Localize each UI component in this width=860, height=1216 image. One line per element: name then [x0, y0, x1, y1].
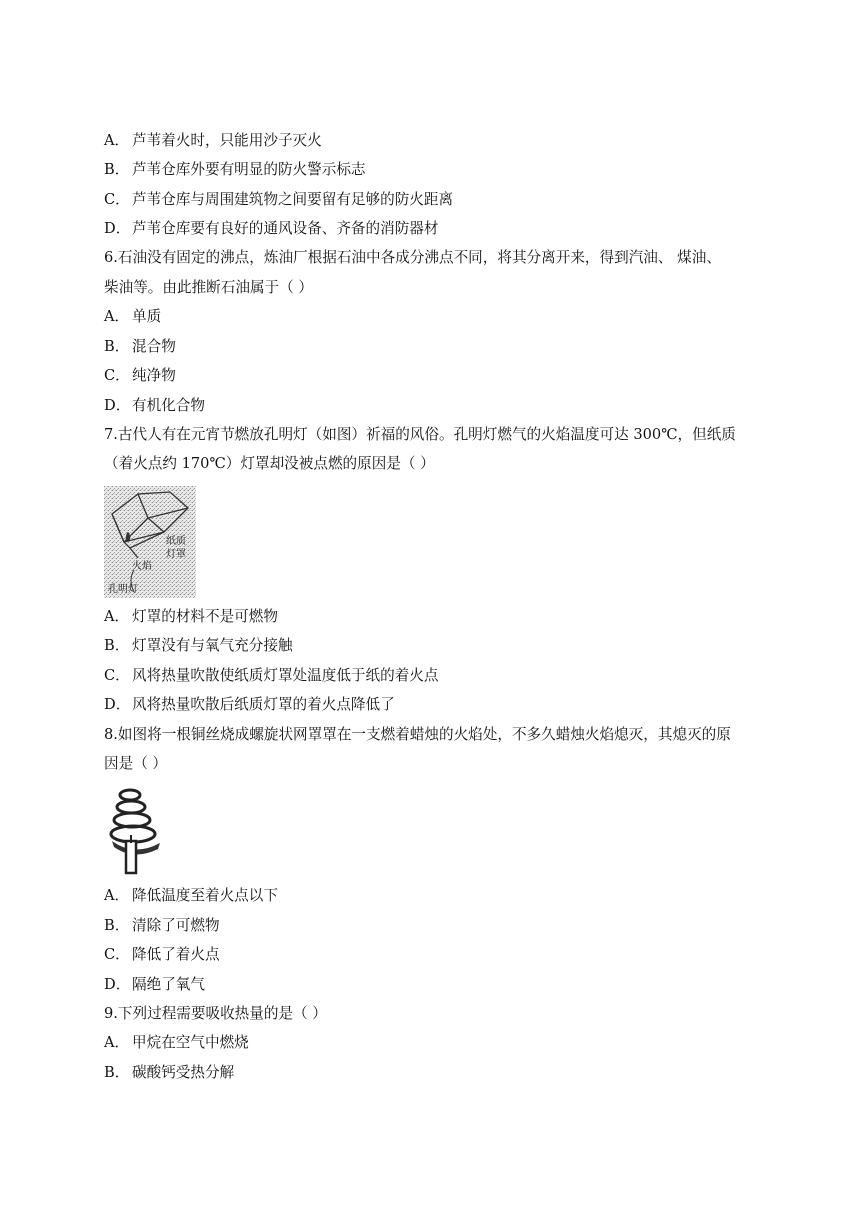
q6-option-c: C． 纯净物	[104, 367, 176, 384]
label-flame: 火焰	[132, 561, 152, 572]
q9-option-b: B． 碳酸钙受热分解	[104, 1064, 235, 1081]
label-paper-2: 灯罩	[166, 549, 186, 560]
q8-option-c: C． 降低了着火点	[104, 946, 220, 963]
q5-option-a: A． 芦苇着火时，只能用沙子灭火	[104, 132, 322, 149]
kongming-lantern-figure	[104, 486, 196, 598]
q7-option-a: A． 灯罩的材料不是可燃物	[104, 608, 278, 625]
q7-option-d: D． 风将热量吹散后纸质灯罩的着火点降低了	[104, 696, 395, 713]
copper-coil-candle-illustration	[104, 785, 164, 875]
q8-option-d: D． 隔绝了氧气	[104, 976, 205, 993]
q8-option-a: A． 降低温度至着火点以下	[104, 887, 278, 904]
q7-option-c: C． 风将热量吹散使纸质灯罩处温度低于纸的着火点	[104, 667, 439, 684]
q7-stem-line2: （着火点约 170℃）灯罩却没被点燃的原因是（ ）	[104, 455, 435, 472]
q6-stem-line2: 柴油等。由此推断石油属于（ ）	[104, 279, 313, 296]
q8-stem-line1: 8.如图将一根铜丝烧成螺旋状网罩罩在一支燃着蜡烛的火焰处，不多久蜡烛火焰熄灭，其熄灭的原	[104, 726, 731, 743]
q7-stem-line1: 7.古代人有在元宵节燃放孔明灯（如图）祈福的风俗。孔明灯燃气的火焰温度可达 300℃，但纸质	[104, 426, 736, 443]
q5-option-b: B． 芦苇仓库外要有明显的防火警示标志	[104, 161, 366, 178]
q6-stem-line1: 6.石油没有固定的沸点，炼油厂根据石油中各成分沸点不同，将其分离开来，得到汽油、 煤油、	[104, 249, 721, 266]
q5-option-d: D． 芦苇仓库要有良好的通风设备、齐备的消防器材	[104, 220, 439, 237]
label-paper-1: 纸质	[166, 536, 186, 547]
q6-option-d: D． 有机化合物	[104, 397, 205, 414]
q5-option-c: C． 芦苇仓库与周围建筑物之间要留有足够的防火距离	[104, 191, 454, 208]
q6-option-a: A． 单质	[104, 308, 162, 325]
q9-stem: 9.下列过程需要吸收热量的是（ ）	[104, 1005, 327, 1022]
q8-option-b: B． 清除了可燃物	[104, 917, 220, 934]
q6-option-b: B． 混合物	[104, 338, 176, 355]
label-lantern: 孔明灯	[108, 584, 138, 595]
copper-coil-candle-figure	[104, 785, 164, 875]
q9-option-a: A． 甲烷在空气中燃烧	[104, 1034, 249, 1051]
kongming-lantern-illustration	[104, 486, 196, 598]
q7-option-b: B． 灯罩没有与氧气充分接触	[104, 637, 293, 654]
q8-stem-line2: 因是（ ）	[104, 755, 168, 772]
